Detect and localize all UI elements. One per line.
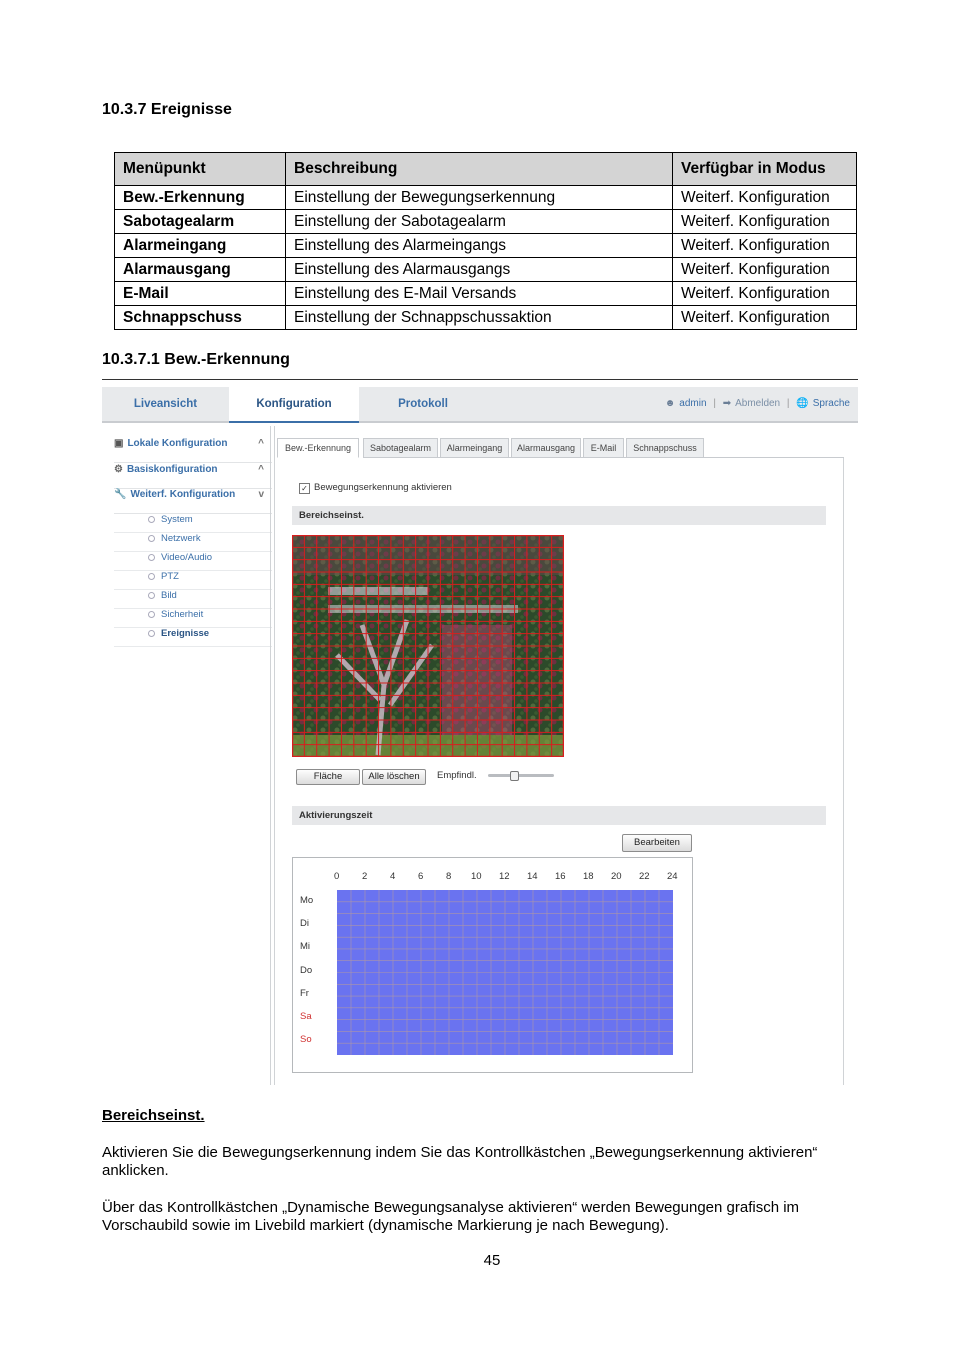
table-cell: Einstellung der Bewegungserkennung <box>286 186 673 210</box>
table-cell: Einstellung der Sabotagealarm <box>286 210 673 234</box>
sidebar-item-bild[interactable] <box>114 590 272 609</box>
logout-link[interactable]: Abmelden <box>735 398 781 409</box>
sidebar-item-label: Basiskonfiguration <box>126 464 218 475</box>
table-cell: Weiterf. Konfiguration <box>673 234 857 258</box>
table-row <box>115 186 857 210</box>
section-heading: 10.3.7 Ereignisse <box>102 101 232 118</box>
sensitivity-slider[interactable] <box>488 774 554 777</box>
table-cell: Alarmeingang <box>115 234 286 258</box>
tab-schnappschuss[interactable]: Schnappschuss <box>626 438 704 458</box>
schedule-grid <box>292 857 693 1073</box>
table-cell: Weiterf. Konfiguration <box>673 306 857 330</box>
table-cell: E-Mail <box>115 282 286 306</box>
logout-icon: ➡ <box>722 398 732 409</box>
bullet-icon <box>148 554 155 561</box>
day-label: Sa <box>300 1011 312 1022</box>
area-button[interactable]: Fläche <box>296 769 360 785</box>
motion-area-grid[interactable] <box>292 535 564 757</box>
top-nav <box>102 387 858 423</box>
divider <box>274 426 275 1085</box>
table-cell: Weiterf. Konfiguration <box>673 210 857 234</box>
hour-label: 14 <box>527 871 538 882</box>
sidebar-item-lokale-konfiguration[interactable] <box>114 438 272 463</box>
table-cell: Weiterf. Konfiguration <box>673 258 857 282</box>
bullet-icon <box>148 592 155 599</box>
activation-time-header: Aktivierungszeit <box>292 806 826 825</box>
bullet-icon <box>148 611 155 618</box>
clear-all-button[interactable]: Alle löschen <box>362 769 426 785</box>
tab-e-mail[interactable]: E-Mail <box>583 438 624 458</box>
user-link[interactable]: admin <box>679 398 707 409</box>
day-label: So <box>300 1034 312 1045</box>
table-cell: Einstellung der Schnappschussaktion <box>286 306 673 330</box>
day-label: Mo <box>300 895 314 906</box>
sidebar-item-label: Sicherheit <box>161 609 204 620</box>
hour-label: 18 <box>583 871 594 882</box>
table-row <box>115 210 857 234</box>
table-row <box>115 258 857 282</box>
hour-label: 24 <box>667 871 678 882</box>
table-cell: Weiterf. Konfiguration <box>673 186 857 210</box>
sidebar-item-basiskonfiguration[interactable] <box>114 464 272 489</box>
tab-konfiguration[interactable]: Konfiguration <box>229 387 359 423</box>
sensitivity-label: Empfindl. <box>437 770 477 781</box>
sidebar-item-label: Bild <box>161 590 177 601</box>
bullet-icon <box>148 516 155 523</box>
hour-label: 8 <box>446 871 452 882</box>
sidebar-item-sicherheit[interactable] <box>114 609 272 628</box>
section-title: Bereichseinst. <box>102 1107 205 1124</box>
sidebar-item-label: Lokale Konfiguration <box>127 438 228 449</box>
paragraph: Aktivieren Sie die Bewegungserkennung indem Sie das Kontrollkästchen „Bewegungserkennung aktivieren“ anklicken. <box>102 1144 818 1179</box>
area-settings-header: Bereichseinst. <box>292 506 826 525</box>
sidebar-item-video-audio[interactable] <box>114 552 272 571</box>
user-icon: ☻ <box>664 398 676 409</box>
day-label: Di <box>300 918 309 929</box>
hour-label: 6 <box>418 871 424 882</box>
chevron-up-icon: ^ <box>258 464 264 475</box>
sidebar-item-netzwerk[interactable] <box>114 533 272 552</box>
subsection-heading: 10.3.7.1 Bew.-Erkennung <box>102 351 290 368</box>
page-number: 45 <box>483 1252 501 1269</box>
tab-alarmeingang[interactable]: Alarmeingang <box>440 438 509 458</box>
day-label: Mi <box>300 941 311 952</box>
column-header: Verfügbar in Modus <box>673 153 857 186</box>
column-header: Menüpunkt <box>115 153 286 186</box>
table-cell: Schnappschuss <box>115 306 286 330</box>
sidebar-item-ereignisse[interactable] <box>114 628 272 647</box>
sidebar-item-label: Video/Audio <box>161 552 213 563</box>
hour-label: 4 <box>390 871 396 882</box>
table-row <box>115 306 857 330</box>
table-cell: Einstellung des Alarmeingangs <box>286 234 673 258</box>
separator: | <box>713 398 716 409</box>
table-cell: Weiterf. Konfiguration <box>673 282 857 306</box>
tab-liveansicht[interactable]: Liveansicht <box>133 398 198 410</box>
wrench-icon: 🔧 <box>114 489 127 500</box>
schedule-bars[interactable] <box>337 890 674 1056</box>
top-links <box>661 387 850 421</box>
divider <box>270 426 271 1085</box>
table-row <box>115 234 857 258</box>
bullet-icon <box>148 535 155 542</box>
heading-rule <box>102 379 858 380</box>
tab-protokoll[interactable]: Protokoll <box>398 398 448 410</box>
sidebar-item-label: Ereignisse <box>161 628 210 639</box>
table-cell: Einstellung des E-Mail Versands <box>286 282 673 306</box>
table-header-row <box>115 153 857 186</box>
column-header: Beschreibung <box>286 153 673 186</box>
table-row <box>115 282 857 306</box>
chevron-up-icon: ^ <box>258 438 264 449</box>
menu-table <box>114 152 857 330</box>
hour-label: 2 <box>362 871 368 882</box>
table-cell: Sabotagealarm <box>115 210 286 234</box>
sidebar-item-ptz[interactable] <box>114 571 272 590</box>
hour-label: 20 <box>611 871 622 882</box>
table-cell: Einstellung des Alarmausgangs <box>286 258 673 282</box>
table-cell: Bew.-Erkennung <box>115 186 286 210</box>
table-cell: Alarmausgang <box>115 258 286 282</box>
camera-preview-image <box>292 535 564 757</box>
gear-icon: ⚙ <box>114 464 123 475</box>
sidebar-item-system[interactable] <box>114 514 272 533</box>
hour-label: 0 <box>334 871 340 882</box>
separator: | <box>786 398 790 409</box>
camera-config-screenshot <box>102 381 858 1085</box>
monitor-icon: ▣ <box>114 438 124 449</box>
day-label: Do <box>300 965 313 976</box>
sidebar-item-label: PTZ <box>161 571 179 582</box>
sidebar-item-label: System <box>161 514 193 525</box>
hour-label: 12 <box>499 871 510 882</box>
divider <box>843 457 844 1085</box>
sidebar-item-weiterf-konfiguration[interactable] <box>114 489 272 514</box>
bullet-icon <box>148 630 155 637</box>
hour-label: 22 <box>639 871 650 882</box>
globe-icon: 🌐 <box>796 398 809 409</box>
day-label: Fr <box>300 988 309 999</box>
bullet-icon <box>148 573 155 580</box>
hour-label: 16 <box>555 871 566 882</box>
enable-motion-checkbox[interactable]: ✓ <box>299 483 310 494</box>
enable-motion-label: Bewegungserkennung aktivieren <box>314 482 452 493</box>
tab-sabotagealarm[interactable]: Sabotagealarm <box>363 438 438 458</box>
sidebar-item-label: Weiterf. Konfiguration <box>130 489 236 500</box>
language-link[interactable]: Sprache <box>812 398 850 409</box>
chevron-down-icon: v <box>258 489 264 500</box>
hour-label: 10 <box>471 871 482 882</box>
tab-bew-erkennung[interactable]: Bew.-Erkennung <box>277 438 359 458</box>
paragraph: Über das Kontrollkästchen „Dynamische Bewegungsanalyse aktivieren“ werden Bewegungen grafisch im Vorschaubild sowie im Livebild markiert (dynamische Markierung je nach Bewegung). <box>102 1199 800 1234</box>
slider-handle[interactable] <box>510 771 519 781</box>
tab-alarmausgang[interactable]: Alarmausgang <box>511 438 581 458</box>
sidebar-item-label: Netzwerk <box>161 533 201 544</box>
edit-schedule-button[interactable]: Bearbeiten <box>622 834 692 852</box>
